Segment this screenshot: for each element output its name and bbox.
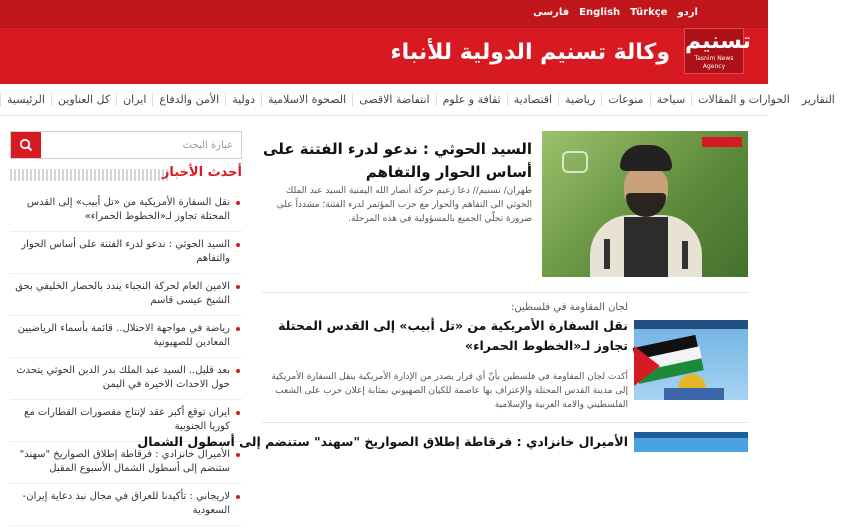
main-nav [0,84,835,116]
microphone-icon [604,239,610,269]
search-button[interactable] [11,132,41,158]
site-logo[interactable] [684,28,751,74]
language-switcher [533,7,698,18]
site-title[interactable]: وكالة تسنيم الدولية للأنباء [390,40,670,65]
latest-news-item[interactable]: لاريجاني : تأكيدنا للعراق في مجال نبذ دعاية إيران-السعودية [10,490,242,526]
divider [262,292,748,293]
lang-urdu[interactable]: اردو [677,7,698,18]
nav-interviews-articles[interactable]: الحوارات و المقالات [691,93,796,106]
story2-kicker: لجان المقاومة في فلسطين: [510,302,628,313]
nav-sports[interactable]: رياضية [558,93,601,106]
latest-news-item[interactable]: الامين العام لحركة النجباء يندد بالحصار الخليفي بحق الشيخ عيسى قاسم [10,280,242,316]
nav-reports[interactable]: التقارير [801,93,835,106]
nav-islamic-awakening[interactable]: الصحوة الاسلامية [261,93,352,106]
lead-story-summary: طهران/ تسنيم// دعا زعيم حركة أنصار الله اليمنية السيد عبد الملك الحوثي الى التفاهم والحوار مع حزب المؤتمر لدرء الفتنة؛ مشدداً على ضرورة تحلّي الجميع بالمسؤولية في هذه المرحلة. [276,186,532,224]
header-pattern [10,169,170,181]
channel-tag [702,137,742,147]
nav-culture-science[interactable]: ثقافة و علوم [436,93,507,106]
divider [262,422,748,423]
latest-news-item[interactable]: بعد قليل.. السيد عبد الملك بدر الدين الحوثي يتحدث حول الاحداث الاخيرة في اليمن [10,364,242,400]
lang-english[interactable]: English [579,7,621,18]
nav-home[interactable]: الرئيسية [0,93,51,106]
nav-misc[interactable]: منوعات [601,93,649,106]
latest-news-item[interactable]: رياضة في مواجهة الاحتلال.. قائمة بأسماء الرياضيين المعادين للصهيونية [10,322,242,358]
search-icon [19,138,33,152]
nav-aqsa-intifada[interactable]: انتفاضة الاقصى [352,93,435,106]
story3-image[interactable] [634,432,748,452]
nav-security-defense[interactable]: الأمن والدفاع [152,93,225,106]
latest-news-item[interactable]: ايران توقع أكبر عقد لإنتاج مقصورات القطارات مع كوريا الجنوبية [10,406,242,442]
lang-farsi[interactable]: فارسی [533,7,570,18]
latest-news-item[interactable]: الأميرال خانزادي : فرقاطة إطلاق الصواريخ "سهند" ستنضم إلى أسطول الشمال الأسبوع المقبل [10,448,242,484]
lead-story-title[interactable]: السيد الحوثي : ندعو لدرء الفتنة على أساس الحوار والتفاهم [263,140,532,181]
story2-summary: أكدت لجان المقاومة في فلسطين بأنّ أي قرار يصدر من الإدارة الأمريكية بنقل السفارة الأمريكية إلى مدينة القدس المحتلة والإعتراف بها عاصمة للكيان الصهيوني بمثابة إعلان حرب على الشعب الفلسطيني والامة العربية والإسلامية [271,372,628,410]
story3-title[interactable]: الأميرال خانزادي : فرقاطة إطلاق الصواريخ "سهند" ستنضم إلى أسطول الشمال [137,434,628,449]
nav-international[interactable]: دولية [225,93,261,106]
microphone-icon [682,241,688,269]
emblem-icon [562,151,588,173]
latest-news-title: أحدث الأخبار [161,165,242,180]
story2-image[interactable] [634,320,748,400]
latest-news-list [10,196,242,532]
story2-title[interactable]: نقل السفارة الأمريكية من «تل أبيب» إلى القدس المحتلة تجاوز لـ«الخطوط الحمراء» [278,318,628,353]
lead-story-image[interactable] [542,131,748,277]
search-box [10,131,242,159]
logo-subtext: Tasnim News Agency [694,55,734,70]
nav-all-headlines[interactable]: كل العناوين [51,93,116,106]
latest-news-item[interactable]: نقل السفارة الأمريكية من «تل أبيب» إلى القدس المحتلة تجاوز لـ«الخطوط الحمراء» [10,196,242,232]
nav-iran[interactable]: ايران [116,93,152,106]
nav-economy[interactable]: اقتصادية [507,93,558,106]
nav-tourism[interactable]: سياحة [650,93,692,106]
lang-turkish[interactable]: Türkçe [630,7,668,18]
search-input[interactable] [41,132,241,158]
logo-text: تسنیم [685,29,751,54]
latest-news-item[interactable]: السيد الحوثي : ندعو لدرء الفتنة على أساس الحوار والتفاهم [10,238,242,274]
top-header [0,0,768,84]
latest-news-header [10,165,242,185]
